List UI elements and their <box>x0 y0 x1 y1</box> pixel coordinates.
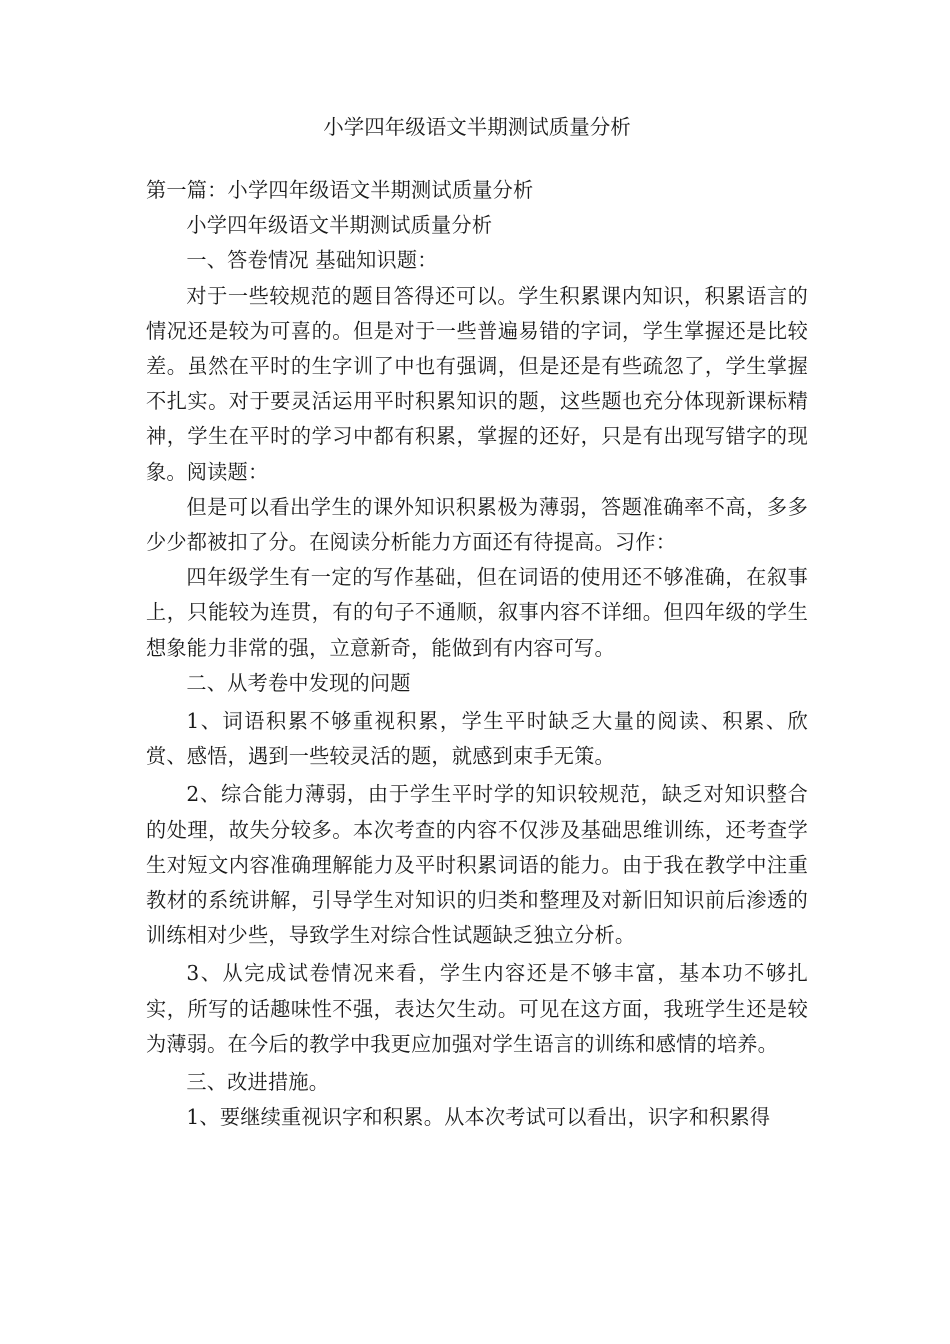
problem-item-3: 3、从完成试卷情况来看，学生内容还是不够丰富，基本功不够扎实，所写的话趣味性不强，表达欠生动。可见在这方面，我班学生还是较为薄弱。在今后的教学中我更应加强对学生语言的训练和感情的培养。 <box>146 961 808 1056</box>
article-title: 小学四年级语文半期测试质量分析 <box>186 213 493 238</box>
problem-item-2: 2、综合能力薄弱，由于学生平时学的知识较规范，缺乏对知识整合的处理，故失分较多。本次考查的内容不仅涉及基础思维训练，还考查学生对短文内容准确理解能力及平时积累词语的能力。由于我在教学中注重教材的系统讲解，引导学生对知识的归类和整理及对新旧知识前后渗透的训练相对少些，导致学生对综合性试题缺乏独立分析。 <box>146 782 808 948</box>
paragraph-basic-knowledge: 对于一些较规范的题目答得还可以。学生积累课内知识，积累语言的情况还是较为可喜的。但是对于一些普遍易错的字词，学生掌握还是比较差。虽然在平时的生字训了中也有强调，但是还是有些疏忽了，学生掌握不扎实。对于要灵活运用平时积累知识的题，这些题也充分体现新课标精神，学生在平时的学习中都有积累，掌握的还好，只是有出现写错字的现象。阅读题： <box>146 283 808 484</box>
paragraph-reading: 但是可以看出学生的课外知识积累极为薄弱，答题准确率不高，多多少少都被扣了分。在阅读分析能力方面还有待提高。习作： <box>146 494 808 555</box>
document-title: 小学四年级语文半期测试质量分析 <box>323 115 631 139</box>
paragraph-writing: 四年级学生有一定的写作基础，但在词语的使用还不够准确，在叙事上，只能较为连贯，有的句子不通顺，叙事内容不详细。但四年级的学生想象能力非常的强，立意新奇，能做到有内容可写。 <box>146 565 808 660</box>
problem-item-1: 1、词语积累不够重视积累，学生平时缺乏大量的阅读、积累、欣赏、感悟，遇到一些较灵活的题，就感到束手无策。 <box>146 709 808 769</box>
part-heading: 第一篇：小学四年级语文半期测试质量分析 <box>146 178 534 202</box>
measure-item-1: 1、要继续重视识字和积累。从本次考试可以看出，识字和积累得 <box>186 1105 771 1130</box>
section-heading-2: 二、从考卷中发现的问题 <box>186 670 411 695</box>
section-heading-3: 三、改进措施。 <box>186 1070 330 1095</box>
document-body <box>146 173 808 1135</box>
section-heading-1: 一、答卷情况 基础知识题： <box>186 248 438 273</box>
